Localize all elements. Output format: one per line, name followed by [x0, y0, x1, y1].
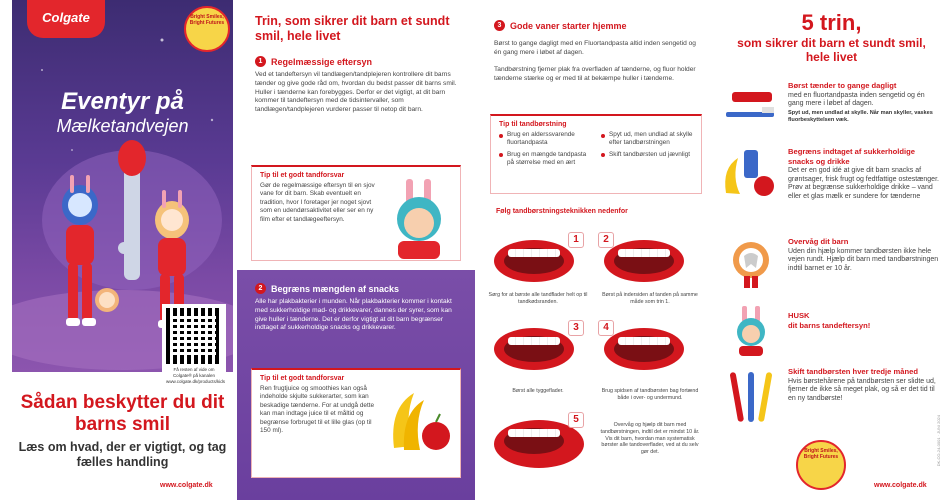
section-3-body-1: Børst to gange dagligt med en Fluortandpasta altid inden sengetid og én gang mere i løbet af dagen.: [494, 40, 696, 56]
step-item-brush: [722, 82, 941, 132]
five-steps-subtitle: som sikrer dit barn et sundt smil, hele livet: [737, 36, 926, 64]
back-url-link[interactable]: www.colgate.dk: [874, 482, 927, 489]
step-5-number: 5: [568, 412, 584, 428]
qr-code-icon: [166, 308, 222, 364]
mouth-step-4-icon: [604, 328, 684, 370]
step-3-number: 3: [568, 320, 584, 336]
bright-smiles-badge: Bright Smiles, Bright Futures: [184, 6, 230, 52]
cover-panel: [0, 0, 233, 500]
step-number-badge: 1: [255, 56, 266, 67]
step-4-number: 4: [598, 320, 614, 336]
step-item-title: Børst tænder to gange dagligt: [788, 81, 897, 90]
mouth-step-2-icon: [604, 240, 684, 282]
cover-title-line2: Mælketandvejen: [56, 116, 189, 136]
section-3-title: Gode vaner starter hjemme: [510, 20, 627, 31]
panel-checkups-snacks: [237, 0, 475, 500]
banana-apple-icon: [384, 388, 454, 458]
panel-five-steps: [716, 0, 947, 500]
step-item-note: Spyt ud, men undlad at skylle. Når man skyller, vaskes fluorbeskyttelsen væk.: [788, 109, 933, 123]
section-2-body: Alle har plakbakterier i munden. Når plakbakterier kommer i kontakt med sukkerholdige mad- og drikkevarer, dannes der syrer, som kan give huller i tænderne. Det er derfor vigtigt at dit barn begrænser indtaget af sukkerholdige snacks og drikkevarer.: [255, 298, 452, 332]
step-item-supervise: [722, 238, 941, 288]
tip-body: Ren frugtjuice og smoothies kan også indeholde skjulte sukkerarter, som kan beskadige tænderne. For at undgå dette kan man indtage juice til et måltid og begrænse forbruget til et lille glas (op til 150 ml).: [260, 385, 375, 435]
tip-item: Brug en mængde tandpasta på størrelse med en ært: [499, 151, 591, 168]
section-2-heading: [255, 283, 399, 294]
mouth-step-3-icon: [494, 328, 574, 370]
tip-box-checkups: [251, 165, 461, 261]
step-item-checkup: [722, 306, 941, 356]
step-2-number: 2: [598, 232, 614, 248]
tip-item: Brug en alderssvarende fluortandpasta: [499, 131, 591, 148]
tip-item: Spyt ud, men undlad at skylle efter tandbørstningen: [601, 131, 693, 148]
step-1-caption: Sørg for at børste alle tandflader helt op til tandkødsranden.: [488, 292, 588, 305]
cover-title-line1: Eventyr på: [61, 88, 184, 115]
step-item-body: Hvis børstehårene på tandbørsten ser slidte ud, fjerner de ikke så meget plak, og så er det tid til en ny tandbørste!: [788, 377, 936, 402]
tip-box-juice: [251, 368, 461, 478]
panel2-title: Trin, som sikrer dit barn et sundt smil, hele livet: [255, 14, 450, 43]
dentist-character-icon: [384, 179, 454, 259]
step-item-replace: [722, 368, 941, 418]
tip-box-brushing: [490, 114, 702, 194]
section-3-heading: [494, 20, 627, 31]
tip-body: Gør de regelmæssige eftersyn til en sjov vane for dit barn. Skab eventuelt en tradition, hvor I foretager jer noget sjovt som en udendørsaktivitet eller ser en ny film efter et tandlægeeftersyn.: [260, 182, 375, 223]
tip-heading: Tip til tandbørstning: [499, 121, 567, 128]
step-item-body: Uden din hjælp kommer tandbørsten ikke hele vejen rundt. Hjælp dit barn med tandbørstningen indtil barnet er 10 år.: [788, 247, 939, 272]
print-code: DK-CO-24-0001 · JUNI 2024: [936, 415, 941, 467]
section-2-title: Begræns mængden af snacks: [271, 283, 400, 294]
bottle-banana-apple-icon: [722, 148, 780, 198]
cover-url-link[interactable]: www.colgate.dk: [160, 482, 213, 489]
step-item-body: med en fluortandpasta inden sengetid og én gang mere i løbet af dagen.: [788, 91, 925, 108]
colgate-logo: Colgate: [27, 0, 105, 38]
section-1-title: Regelmæssige eftersyn: [271, 56, 373, 67]
step-item-snacks: [722, 148, 941, 202]
step-item-title: HUSK: [788, 311, 810, 320]
toothbrushes-icon: [722, 368, 780, 418]
qr-caption: Få resten af vide om Colgate® på kanalen www.colgate.dk/products/kids: [166, 367, 226, 384]
step-5-caption: Overvåg og hjælp dit barn med tandbørstningen, indtil det er mindst 10 år. Vis dit barn, hvordan man systematisk børster alle tandoverflader, ved at du selv gør det.: [600, 422, 700, 456]
step-1-number: 1: [568, 232, 584, 248]
step-number-badge: 3: [494, 20, 505, 31]
toothbrush-toothpaste-icon: [722, 82, 780, 132]
step-item-body: Det er en god idé at give dit barn snacks af grøntsager, frisk frugt og fedtfattige ostestænger. Prøv at begrænse sukkerholdige drikke – vand eller et glas mælk er sundere for tænderne: [788, 167, 939, 200]
qr-code-box[interactable]: [162, 304, 226, 398]
section-3-body-2: Tandbørstning fjerner plak fra overfladen af tænderne, og fluor holder tænderne stærke og er med til at bekæmpe huller i tænderne.: [494, 66, 696, 82]
panel-habits-technique: [480, 0, 713, 500]
mouth-step-1-icon: [494, 240, 574, 282]
dentist-character-icon: [722, 306, 780, 356]
step-item-title: Skift tandbørsten hver tredje måned: [788, 367, 918, 376]
step-4-caption: Brug spidsen af tandbørsten bag fortænd både i over- og undermund.: [601, 388, 699, 401]
bright-smiles-badge: Bright Smiles, Bright Futures: [796, 440, 846, 490]
tip-item: Skift tandbørsten ud jævnligt: [601, 151, 693, 159]
step-item-title: Begræns indtaget af sukkerholdige snacks og drikke: [788, 147, 916, 166]
step-2-caption: Børst på indersiden af tanden på samme måde som trin 1.: [602, 292, 698, 305]
step-item-title: Overvåg dit barn: [788, 237, 849, 246]
section-1-body: Ved et tandeftersyn vil tandlægen/tandplejeren kontrollere dit barns tænder og give gode råd om, hvordan du bedst passer dit barns smil. Huller i tænderne kan forebygges. Derfor er det vigtigt, at dit barn kommer til tandeftersyn med de tidsintervaller, som tandlægen/tandplejeren vurderer passer til netop dit barn.: [255, 71, 457, 114]
tip-heading: Tip til et godt tandforsvar: [260, 375, 345, 382]
step-3-caption: Børst alle tyggeflader.: [512, 388, 564, 394]
step-item-title-2: dit barns tandeftersyn!: [788, 320, 871, 330]
section-1-heading: [255, 56, 372, 67]
tooth-medal-icon: [722, 238, 780, 288]
cover-heading: Sådan beskytter du dit barns smil: [20, 392, 225, 435]
cover-subheading: Læs om hvad, der er vigtigt, og tag fælles handling: [18, 440, 227, 469]
five-steps-title: 5 trin,: [801, 10, 862, 35]
five-steps-header: [726, 10, 937, 64]
step-number-badge: 2: [255, 283, 266, 294]
technique-title: Følg tandbørstningsteknikken nedenfor: [496, 208, 628, 215]
cover-title: [12, 88, 233, 137]
tip-heading: Tip til et godt tandforsvar: [260, 172, 345, 179]
